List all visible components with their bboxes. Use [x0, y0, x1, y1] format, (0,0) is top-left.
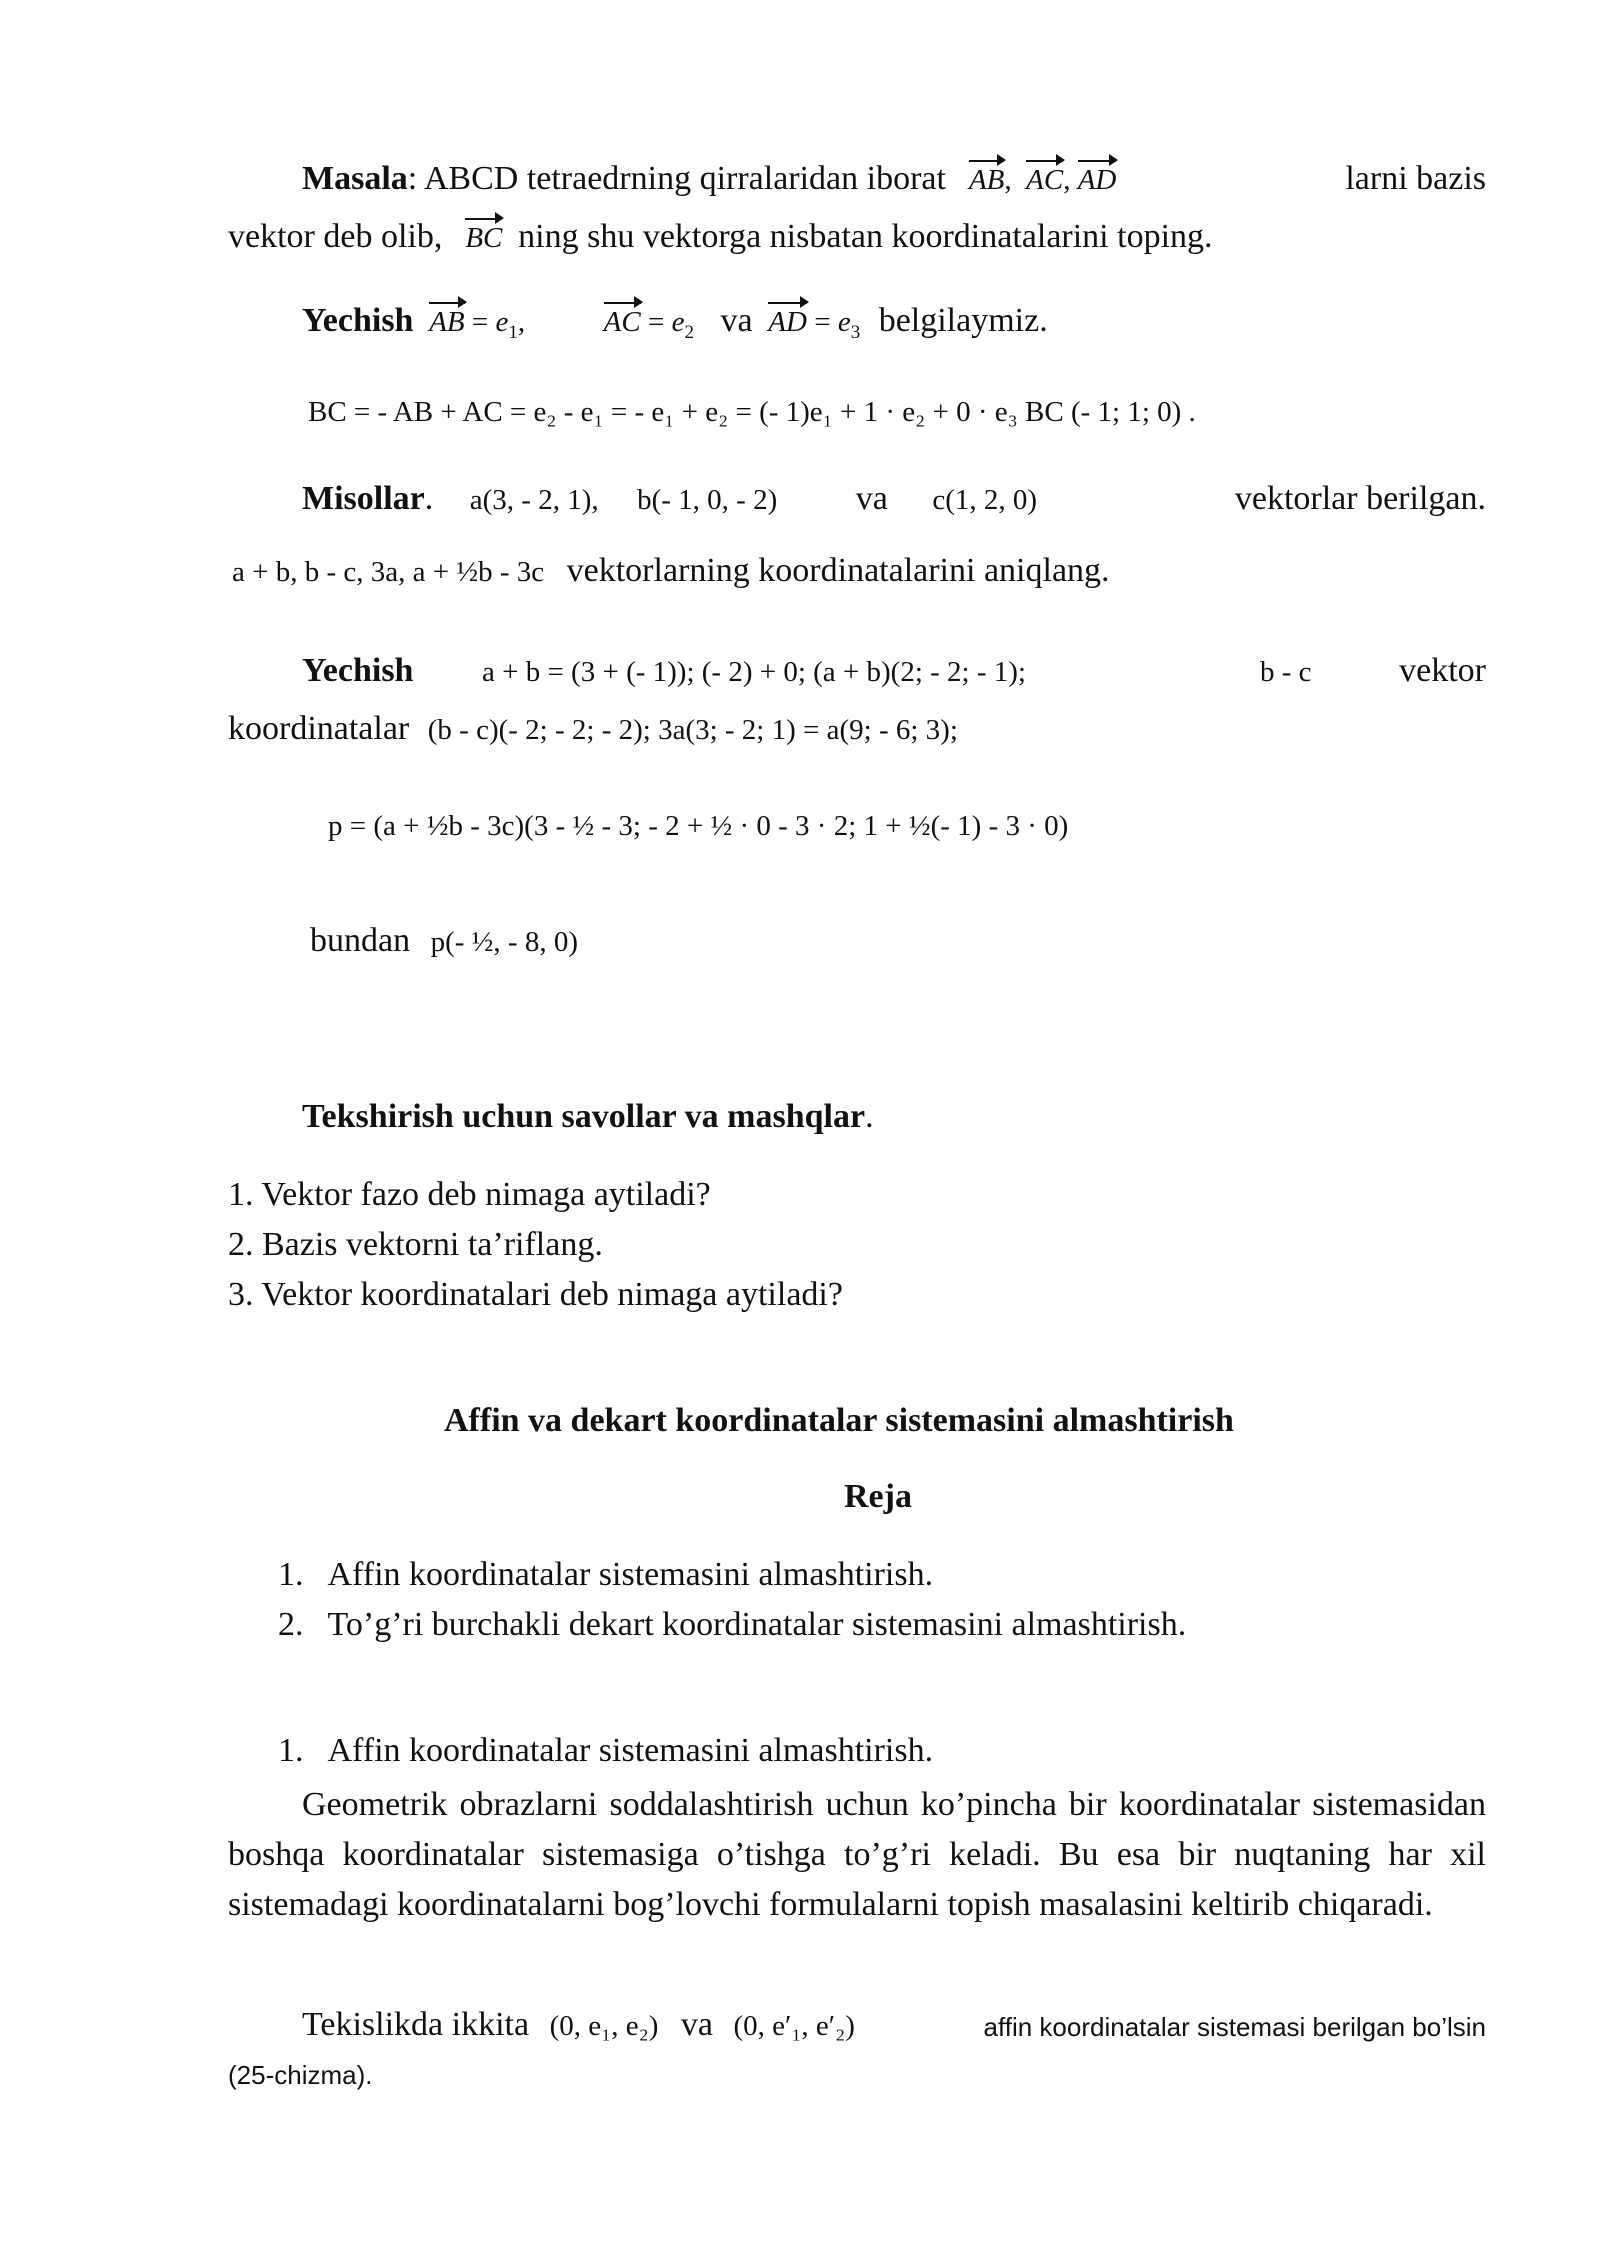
misollar-va: va [855, 480, 888, 517]
masala-text-2: larni bazis [1345, 160, 1486, 197]
tekshirish-heading: Tekshirish uchun savollar va mashqlar. [302, 1098, 874, 1135]
bundan-word: bundan [310, 922, 411, 959]
question-1: 1. Vektor fazo deb nimaga aytiladi? [228, 1176, 711, 1213]
def-e2: AC = $e_2$ [604, 306, 694, 338]
misollar-tail: vektorlar berilgan. [1234, 480, 1486, 517]
last-text-2: affin koordinatalar sistemasi berilgan bo’lsin [983, 2012, 1486, 2042]
yechish-label-1: Yechish [302, 302, 414, 339]
subsection-heading: 1. Affin koordinatalar sistemasini almashtirish. [278, 1732, 934, 1769]
last-va: va [680, 2006, 713, 2043]
vector-a: a(3, - 2, 1), [469, 484, 599, 516]
vector-combinations: a + b, b - c, 3a, a + ½b - 3c [232, 556, 545, 588]
p-formula: p = (a + ½b - 3c)(3 - ½ - 3; - 2 + ½ · 0 - 3 · 2; 1 + ½(- 1) - 3 · 0) [328, 810, 1069, 842]
diff-formula: (b - c)(- 2; - 2; - 2); 3a(3; - 2; 1) = a(9; - 6; 3); [427, 714, 958, 746]
masala-text-4: ning shu vektorga nisbatan koordinatalarini toping. [518, 218, 1213, 255]
system-2: (0, e′₁, e′₂) [733, 2010, 855, 2042]
masala-text-3: vektor deb olib, [228, 218, 443, 255]
bc-formula: BC = - AB + AC = e₂ - e₁ = - e₁ + e₂ = (- 1)e₁ + 1 · e₂ + 0 · e₃ BC (- 1; 1; 0) . [308, 396, 1196, 428]
masala-line-2 [228, 218, 1213, 256]
last-text-1: Tekislikda ikkita [302, 2006, 530, 2043]
koordinatalar-word: koordinatalar [228, 710, 410, 747]
reja-heading: Reja [844, 1478, 912, 1515]
question-2: 2. Bazis vektorni ta’riflang. [228, 1226, 603, 1263]
yechish-line-3 [228, 710, 958, 748]
sum-formula: a + b = (3 + (- 1)); (- 2) + 0; (a + b)(2; - 2; - 1); [481, 656, 1026, 688]
misollar-line-2 [232, 552, 1110, 590]
diff-label: b - c [1260, 656, 1312, 688]
yechish-end: belgilaymiz. [878, 302, 1048, 339]
system-1: (0, e₁, e₂) [549, 2010, 659, 2042]
last-text-3: (25-chizma). [228, 2060, 373, 2090]
bundan-line [310, 922, 578, 960]
vector-c: c(1, 2, 0) [932, 484, 1038, 516]
yechish-va: va [720, 302, 753, 339]
plan-item-2: 2. To’g’ri burchakli dekart koordinatalar sistemasini almashtirish. [278, 1606, 1187, 1643]
misollar-line-1: Misollar. a(3, - 2, 1), b(- 1, 0, - 2) va c(1, 2, 0) vektorlar berilgan. [302, 480, 1486, 517]
def-e3: AD = $e_3$ [761, 306, 860, 338]
vektor-word: vektor [1399, 652, 1486, 689]
yechish-line-2 [302, 652, 1486, 690]
vector-b: b(- 1, 0, - 2) [637, 484, 778, 516]
def-e1: AB = $e_1$, [422, 306, 525, 338]
body-paragraph: Geometrik obrazlarni soddalashtirish uchun ko’pincha bir koordinatalar sistemasidan boshqa koordinatalar sistemasiga o’tishga to’g’ri keladi. Bu esa bir nuqtaning har xil sistemadagi koordinatalarni bog’lovchi formulalarni topish masalasini keltirib chiqaradi. [228, 1786, 1486, 1923]
masala-text-1: : ABCD tetraedrning qirralaridan iborat [407, 160, 946, 197]
last-paragraph-line [302, 2006, 1486, 2044]
section-title: Affin va dekart koordinatalar sistemasini almashtirish [444, 1402, 1234, 1439]
masala-line-1 [302, 160, 1486, 198]
misollar-text-2: vektorlarning koordinatalarini aniqlang. [566, 552, 1110, 589]
vector-bc: BC [451, 222, 510, 254]
yechish-label-2: Yechish [302, 652, 414, 689]
vector-ab-ac-ad: AB, AC, AD [954, 164, 1116, 196]
p-result: p(- ½, - 8, 0) [430, 926, 578, 958]
plan-item-1: 1. Affin koordinatalar sistemasini almashtirish. [278, 1556, 934, 1593]
yechish-line-1 [302, 302, 1048, 344]
question-3: 3. Vektor koordinatalari deb nimaga aytiladi? [228, 1276, 843, 1313]
misollar-label: Misollar [302, 480, 425, 517]
masala-label: Masala [302, 160, 408, 197]
